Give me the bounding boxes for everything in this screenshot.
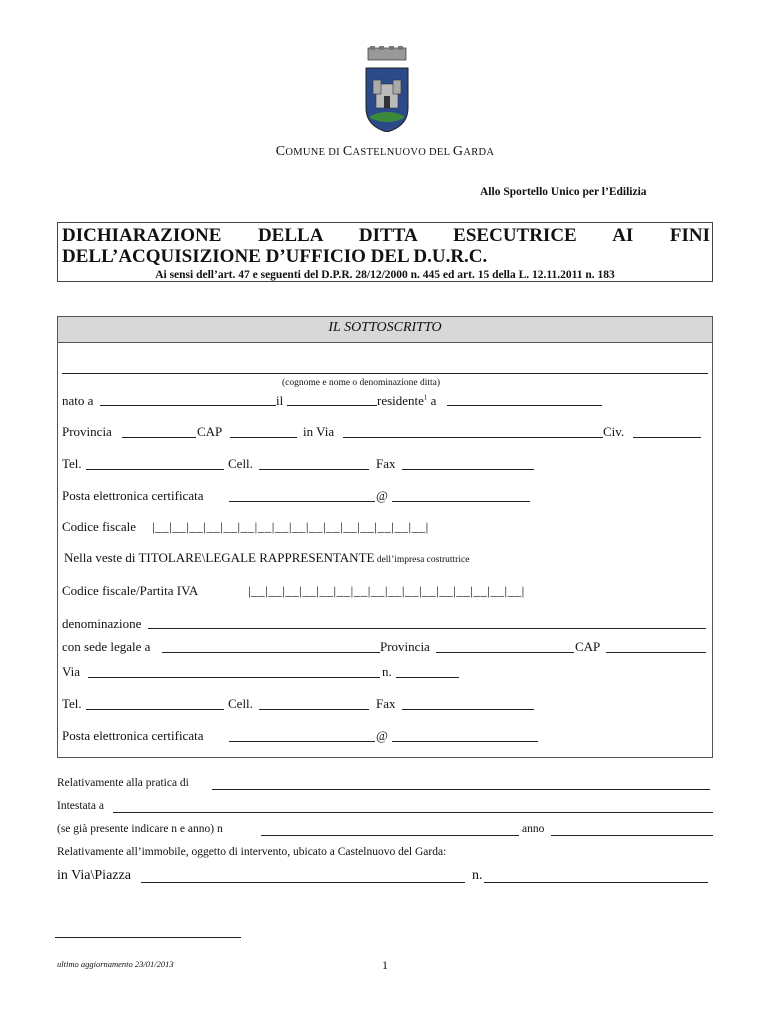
civ-field[interactable] — [633, 437, 701, 438]
cognome-hint: (cognome e nome o denominazione ditta) — [282, 378, 441, 388]
title-line-1: DICHIARAZIONE DELLA DITTA ESECUTRICE AI FINI — [62, 225, 710, 246]
sede-legale-field[interactable] — [162, 652, 380, 653]
title-line-2: DELL’ACQUISIZIONE D’UFFICIO DEL D.U.R.C. — [62, 246, 488, 267]
denominazione-label: denominazione — [62, 616, 142, 631]
pec-label: Posta elettronica certificata — [62, 488, 204, 503]
tel2-label: Tel. — [62, 696, 82, 711]
pec-domain-field[interactable] — [392, 501, 530, 502]
provincia2-field[interactable] — [436, 652, 574, 653]
in-via-label: in Via — [303, 424, 335, 439]
via-field[interactable] — [343, 437, 603, 438]
comune-crest-logo — [360, 46, 414, 132]
piva-boxes[interactable]: |__|__|__|__|__|__|__|__|__|__|__|__|__|__|__|__| — [248, 583, 525, 598]
cell2-label: Cell. — [228, 696, 253, 711]
pec2-label: Posta elettronica certificata — [62, 728, 204, 743]
via-piazza-field[interactable] — [141, 882, 465, 883]
pec2-domain-field[interactable] — [392, 741, 538, 742]
sportello-recipient: Allo Sportello Unico per l’Edilizia — [480, 186, 647, 198]
fax-field[interactable] — [402, 469, 534, 470]
via2-field[interactable] — [88, 677, 380, 678]
residente-field[interactable] — [447, 405, 602, 406]
form-heading: IL SOTTOSCRITTO — [58, 317, 712, 343]
immobile-numero-field[interactable] — [484, 882, 708, 883]
pratica-label: Relativamente alla pratica di — [57, 777, 189, 789]
pec-at-symbol: @ — [376, 488, 388, 503]
ultimo-aggiornamento: ultimo aggiornamento 23/01/2013 — [57, 959, 174, 969]
gia-presente-label: (se già presente indicare n e anno) n — [57, 823, 223, 835]
via-piazza-label: in Via\Piazza — [57, 868, 131, 883]
pec2-user-field[interactable] — [229, 741, 375, 742]
intestata-label: Intestata a — [57, 800, 104, 812]
pratica-field[interactable] — [212, 789, 710, 790]
provincia-label: Provincia — [62, 424, 112, 439]
nato-a-field[interactable] — [100, 405, 276, 406]
comune-name: COMUNE DI CASTELNUOVO DEL GARDA — [275, 144, 495, 159]
civ-label: Civ. — [603, 424, 625, 439]
n2-field[interactable] — [396, 677, 459, 678]
codice-fiscale-boxes[interactable]: |__|__|__|__|__|__|__|__|__|__|__|__|__|__|__|__| — [152, 519, 429, 534]
intestata-field[interactable] — [113, 812, 713, 813]
data-nascita-field[interactable] — [287, 405, 377, 406]
pec2-at-symbol: @ — [376, 728, 388, 743]
cap2-label: CAP — [575, 639, 601, 654]
nato-a-label: nato a — [62, 393, 94, 408]
tel-label: Tel. — [62, 456, 82, 471]
pec-user-field[interactable] — [229, 501, 375, 502]
cell-field[interactable] — [259, 469, 369, 470]
il-label: il — [276, 393, 284, 408]
via2-label: Via — [62, 664, 80, 679]
n-label: n. — [472, 868, 483, 883]
codice-fiscale-label: Codice fiscale — [62, 519, 136, 534]
anno-field[interactable] — [551, 835, 713, 836]
provincia2-label: Provincia — [380, 639, 430, 654]
n2-label: n. — [382, 664, 392, 679]
veste-label: Nella veste di TITOLARE\LEGALE RAPPRESENTANTE dell’impresa costruttrice — [64, 550, 470, 565]
cell2-field[interactable] — [259, 709, 369, 710]
anno-label: anno — [522, 823, 545, 835]
title-subtitle: Ai sensi dell’art. 47 e seguenti del D.P.R. 28/12/2000 n. 445 ed art. 15 della L. 12.11.2011 n. 183 — [155, 269, 615, 281]
tel-field[interactable] — [86, 469, 224, 470]
immobile-label: Relativamente all’immobile, oggetto di intervento, ubicato a Castelnuovo del Garda: — [57, 846, 447, 858]
cap-field[interactable] — [230, 437, 297, 438]
page-number: 1 — [382, 958, 388, 972]
cap-label: CAP — [197, 424, 223, 439]
denominazione-field[interactable] — [148, 628, 706, 629]
sede-legale-label: con sede legale a — [62, 639, 151, 654]
tel2-field[interactable] — [86, 709, 224, 710]
provincia-field[interactable] — [122, 437, 196, 438]
residente-label: residente$^1$ a — [377, 393, 437, 408]
pratica-numero-field[interactable] — [261, 835, 519, 836]
footnote-divider — [55, 937, 241, 938]
cognome-field[interactable] — [62, 373, 708, 374]
cell-label: Cell. — [228, 456, 253, 471]
cap2-field[interactable] — [606, 652, 706, 653]
fax2-field[interactable] — [402, 709, 534, 710]
cf-piva-label: Codice fiscale/Partita IVA — [62, 583, 199, 598]
fax-label: Fax — [376, 456, 396, 471]
fax2-label: Fax — [376, 696, 396, 711]
